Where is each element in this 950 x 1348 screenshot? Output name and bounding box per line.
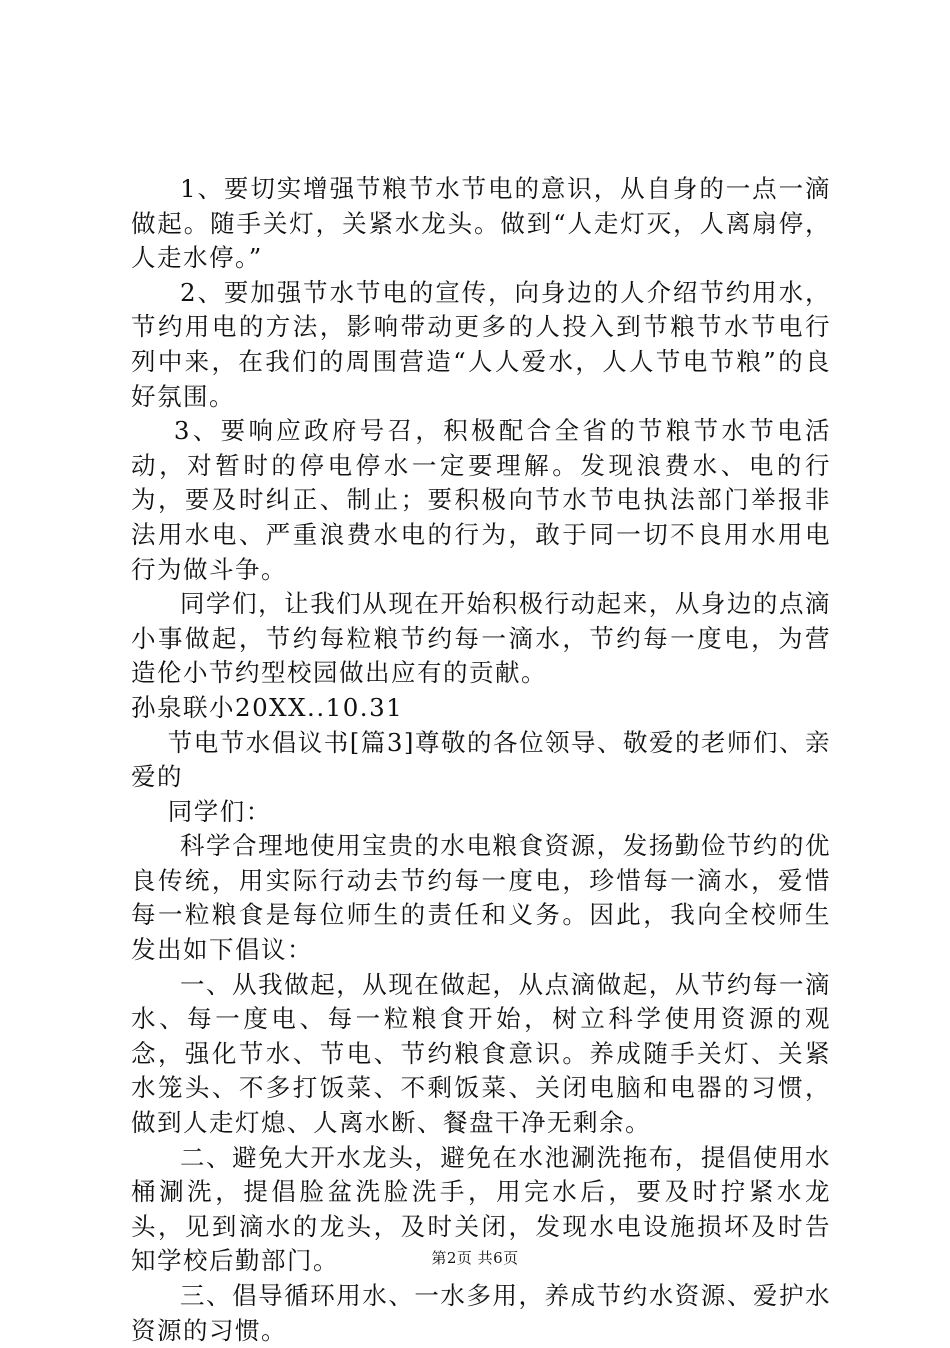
signature-date: 孙泉联小20XX..10.31 [131, 692, 404, 722]
page-footer: 第2页 共6页 [431, 1249, 519, 1267]
paragraph-item-2: 2、要加强节水节电的宣传，向身边的人介绍节约用水，节约用电的方法，影响带动更多的人投入到节粮节水节电行列中来，在我们的周围营造“人人爱水，人人节电节粮”的良好氛围。 [131, 277, 831, 411]
proposal-item-1: 一、从我做起，从现在做起，从点滴做起，从节约每一滴水、每一度电、每一粒粮食开始，树立科学使用资源的观念，强化节水、节电、节约粮食意识。养成随手关灯、关紧水笼头、不多打饭菜、不剩饭菜、关闭电脑和电器的习惯，做到人走灯熄、人离水断、餐盘干净无剩余。 [131, 969, 831, 1138]
paragraph-item-1: 1、要切实增强节粮节水节电的意识，从自身的一点一滴做起。随手关灯，关紧水龙头。做到“人走灯灭，人离扇停，人走水停。” [131, 174, 831, 273]
section-heading: 节电节水倡议书[篇3]尊敬的各位领导、敬爱的老师们、亲爱的 [131, 727, 831, 792]
paragraph-closing-call: 同学们，让我们从现在开始积极行动起来，从身边的点滴小事做起，节约每粒粮节约每一滴水，节约每一度电，为营造伦小节约型校园做出应有的贡献。 [131, 589, 831, 688]
proposal-item-2: 二、避免大开水龙头，避免在水池涮洗拖布，提倡使用水桶涮洗，提倡脸盆洗脸洗手，用完水后，要及时拧紧水龙头，见到滴水的龙头，及时关闭，发现水电设施损坏及时告知学校后勤部门。 [131, 1142, 831, 1276]
proposal-item-3: 三、倡导循环用水、一水多用，养成节约水资源、爱护水资源的习惯。 [131, 1281, 831, 1345]
paragraph-item-3: 3、要响应政府号召，积极配合全省的节粮节水节电活动，对暂时的停电停水一定要理解。发现浪费水、电的行为，要及时纠正、制止；要积极向节水节电执法部门举报非法用水电、严重浪费水电的行为，敢于同一切不良用水用电行为做斗争。 [131, 416, 831, 584]
paragraph-intro: 科学合理地使用宝贵的水电粮食资源，发扬勤俭节约的优良传统，用实际行动去节约每一度电，珍惜每一滴水，爱惜每一粒粮食是每位师生的责任和义务。因此，我向全校师生发出如下倡议： [131, 831, 831, 965]
document-body [131, 172, 831, 1348]
salutation: 同学们： [167, 796, 272, 826]
